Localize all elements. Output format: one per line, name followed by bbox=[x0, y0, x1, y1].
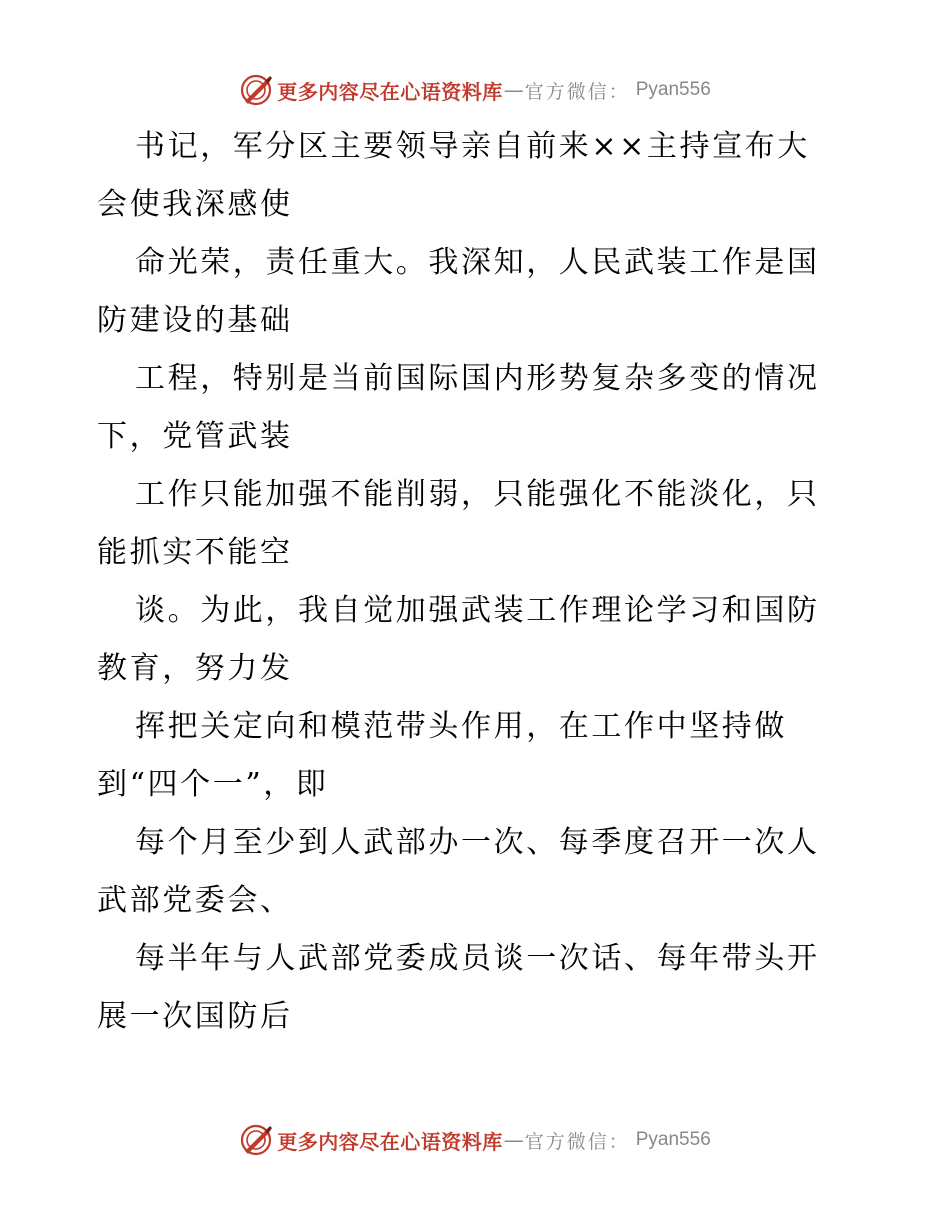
text-line: 工作只能加强不能削弱，只能强化不能淡化，只 bbox=[135, 477, 820, 512]
text-line: 工程，特别是当前国际国内形势复杂多变的情况 bbox=[135, 361, 820, 396]
text-line: 武部党委会、 bbox=[97, 883, 293, 918]
brand-text: 更多内容尽在心语资料库 bbox=[277, 1129, 503, 1154]
brand-text: 更多内容尽在心语资料库 bbox=[277, 79, 503, 104]
official-wechat-label: 官方微信： bbox=[524, 80, 630, 103]
text-line: 教育，努力发 bbox=[97, 651, 293, 686]
text-line: 谈。为此，我自觉加强武装工作理论学习和国防 bbox=[135, 593, 820, 628]
footer-banner bbox=[0, 1120, 950, 1160]
banner-dash: — bbox=[503, 78, 524, 102]
text-line: 会使我深感使 bbox=[97, 187, 293, 222]
text-line: 下，党管武装 bbox=[97, 419, 293, 454]
text-line: 能抓实不能空 bbox=[97, 535, 293, 570]
logo-icon bbox=[239, 1123, 273, 1157]
document-body bbox=[97, 118, 857, 1046]
wechat-id: Pyan556 bbox=[635, 1129, 711, 1150]
text-line: 命光荣，责任重大。我深知，人民武装工作是国 bbox=[135, 245, 820, 280]
text-line: 书记，军分区主要领导亲自前来××主持宣布大 bbox=[135, 129, 810, 164]
logo-icon bbox=[239, 73, 273, 107]
banner-dash: — bbox=[503, 1128, 524, 1152]
text-line: 到“四个一”，即 bbox=[97, 767, 329, 802]
text-line: 每个月至少到人武部办一次、每季度召开一次人 bbox=[135, 825, 820, 860]
text-line: 挥把关定向和模范带头作用，在工作中坚持做 bbox=[135, 709, 787, 744]
wechat-id: Pyan556 bbox=[635, 79, 711, 100]
official-wechat-label: 官方微信： bbox=[524, 1130, 630, 1153]
text-line: 防建设的基础 bbox=[97, 303, 293, 338]
text-line: 展一次国防后 bbox=[97, 999, 293, 1034]
text-line: 每半年与人武部党委成员谈一次话、每年带头开 bbox=[135, 941, 820, 976]
header-banner bbox=[0, 70, 950, 110]
